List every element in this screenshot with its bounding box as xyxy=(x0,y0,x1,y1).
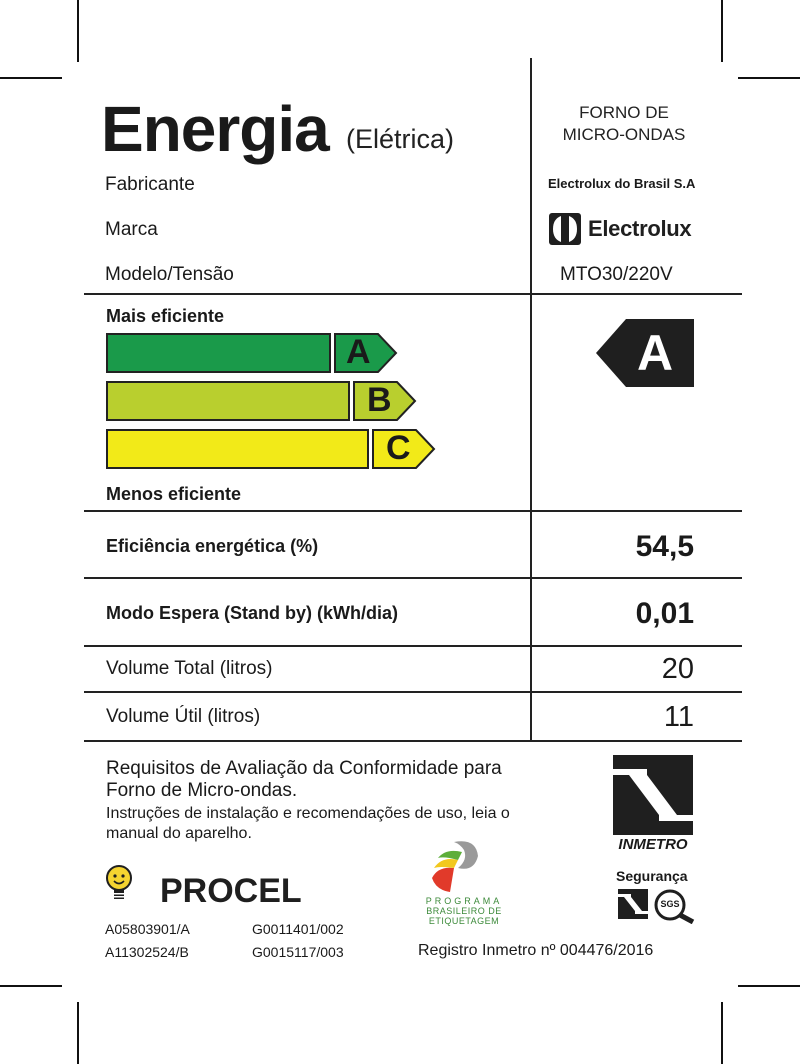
code-2: G0011401/002 xyxy=(252,921,344,937)
pbe-line3: ETIQUETAGEM xyxy=(428,916,500,926)
menos-eficiente-label: Menos eficiente xyxy=(106,484,242,504)
spec-label-standby: Modo Espera (Stand by) (kWh/dia) xyxy=(106,603,399,623)
efficiency-letter-a: A xyxy=(346,333,371,371)
fabricante-label: Fabricante xyxy=(105,174,195,195)
pbe-line2: BRASILEIRO DE xyxy=(426,906,502,916)
procel-label: PROCEL xyxy=(160,872,302,910)
instrucoes-line2: manual do aparelho. xyxy=(106,825,252,842)
procel-bulb-icon xyxy=(104,864,134,904)
spec-label-volume-total: Volume Total (litros) xyxy=(106,658,273,679)
crop-mark xyxy=(77,1002,79,1064)
efficiency-bar-a xyxy=(106,333,331,373)
crop-mark xyxy=(0,985,62,987)
label-subtitle: (Elétrica) xyxy=(346,124,455,154)
divider xyxy=(84,740,742,742)
sgs-label: SGS xyxy=(660,899,680,909)
efficiency-bar-c xyxy=(106,429,369,469)
code-4: G0015117/003 xyxy=(252,944,344,960)
mais-eficiente-label: Mais eficiente xyxy=(106,306,225,326)
divider xyxy=(84,577,742,579)
instrucoes-line1: Instruções de instalação e recomendações de uso, leia o xyxy=(106,805,510,822)
efficiency-bar-b xyxy=(106,381,350,421)
label-title: Energia xyxy=(101,93,329,165)
divider xyxy=(84,691,742,693)
modelo-value: MTO30/220V xyxy=(560,264,673,285)
spec-label-eficiencia: Eficiência energética (%) xyxy=(106,536,319,556)
rating-letter: A xyxy=(636,325,674,381)
registro-inmetro: Registro Inmetro nº 004476/2016 xyxy=(418,942,654,959)
crop-mark xyxy=(721,1002,723,1064)
efficiency-letter-b: B xyxy=(367,381,392,419)
spec-value-volume-total: 20 xyxy=(661,653,694,685)
divider xyxy=(84,293,742,295)
efficiency-letter-c: C xyxy=(386,429,411,467)
spec-value-volume-util: 11 xyxy=(663,701,694,733)
inmetro-label: INMETRO xyxy=(618,836,688,853)
crop-mark xyxy=(0,77,62,79)
inmetro-small-icon xyxy=(618,889,648,919)
fabricante-value: Electrolux do Brasil S.A xyxy=(548,176,696,191)
pbe-logo-icon xyxy=(428,838,482,894)
marca-label: Marca xyxy=(105,219,158,240)
spec-label-volume-util: Volume Útil (litros) xyxy=(106,706,261,727)
requisitos-line1: Requisitos de Avaliação da Conformidade para xyxy=(106,758,502,779)
seguranca-label: Segurança xyxy=(616,868,688,884)
requisitos-line2: Forno de Micro-ondas. xyxy=(106,780,298,801)
code-3: A11302524/B xyxy=(105,944,189,960)
spec-value-standby: 0,01 xyxy=(635,597,694,630)
marca-value: Electrolux xyxy=(588,216,692,241)
product-type-line1: FORNO DE xyxy=(579,103,669,122)
pbe-line1: PROGRAMA xyxy=(425,896,503,906)
product-type-line2: MICRO-ONDAS xyxy=(562,125,686,144)
crop-mark xyxy=(77,0,79,62)
divider xyxy=(84,645,742,647)
inmetro-logo-icon xyxy=(613,755,693,835)
divider xyxy=(84,510,742,512)
crop-mark xyxy=(721,0,723,62)
spec-value-eficiencia: 54,5 xyxy=(635,530,694,563)
crop-mark xyxy=(738,77,800,79)
electrolux-logo-icon xyxy=(548,212,582,246)
column-divider xyxy=(530,58,532,742)
modelo-label: Modelo/Tensão xyxy=(105,264,234,285)
code-1: A05803901/A xyxy=(105,921,190,937)
crop-mark xyxy=(738,985,800,987)
